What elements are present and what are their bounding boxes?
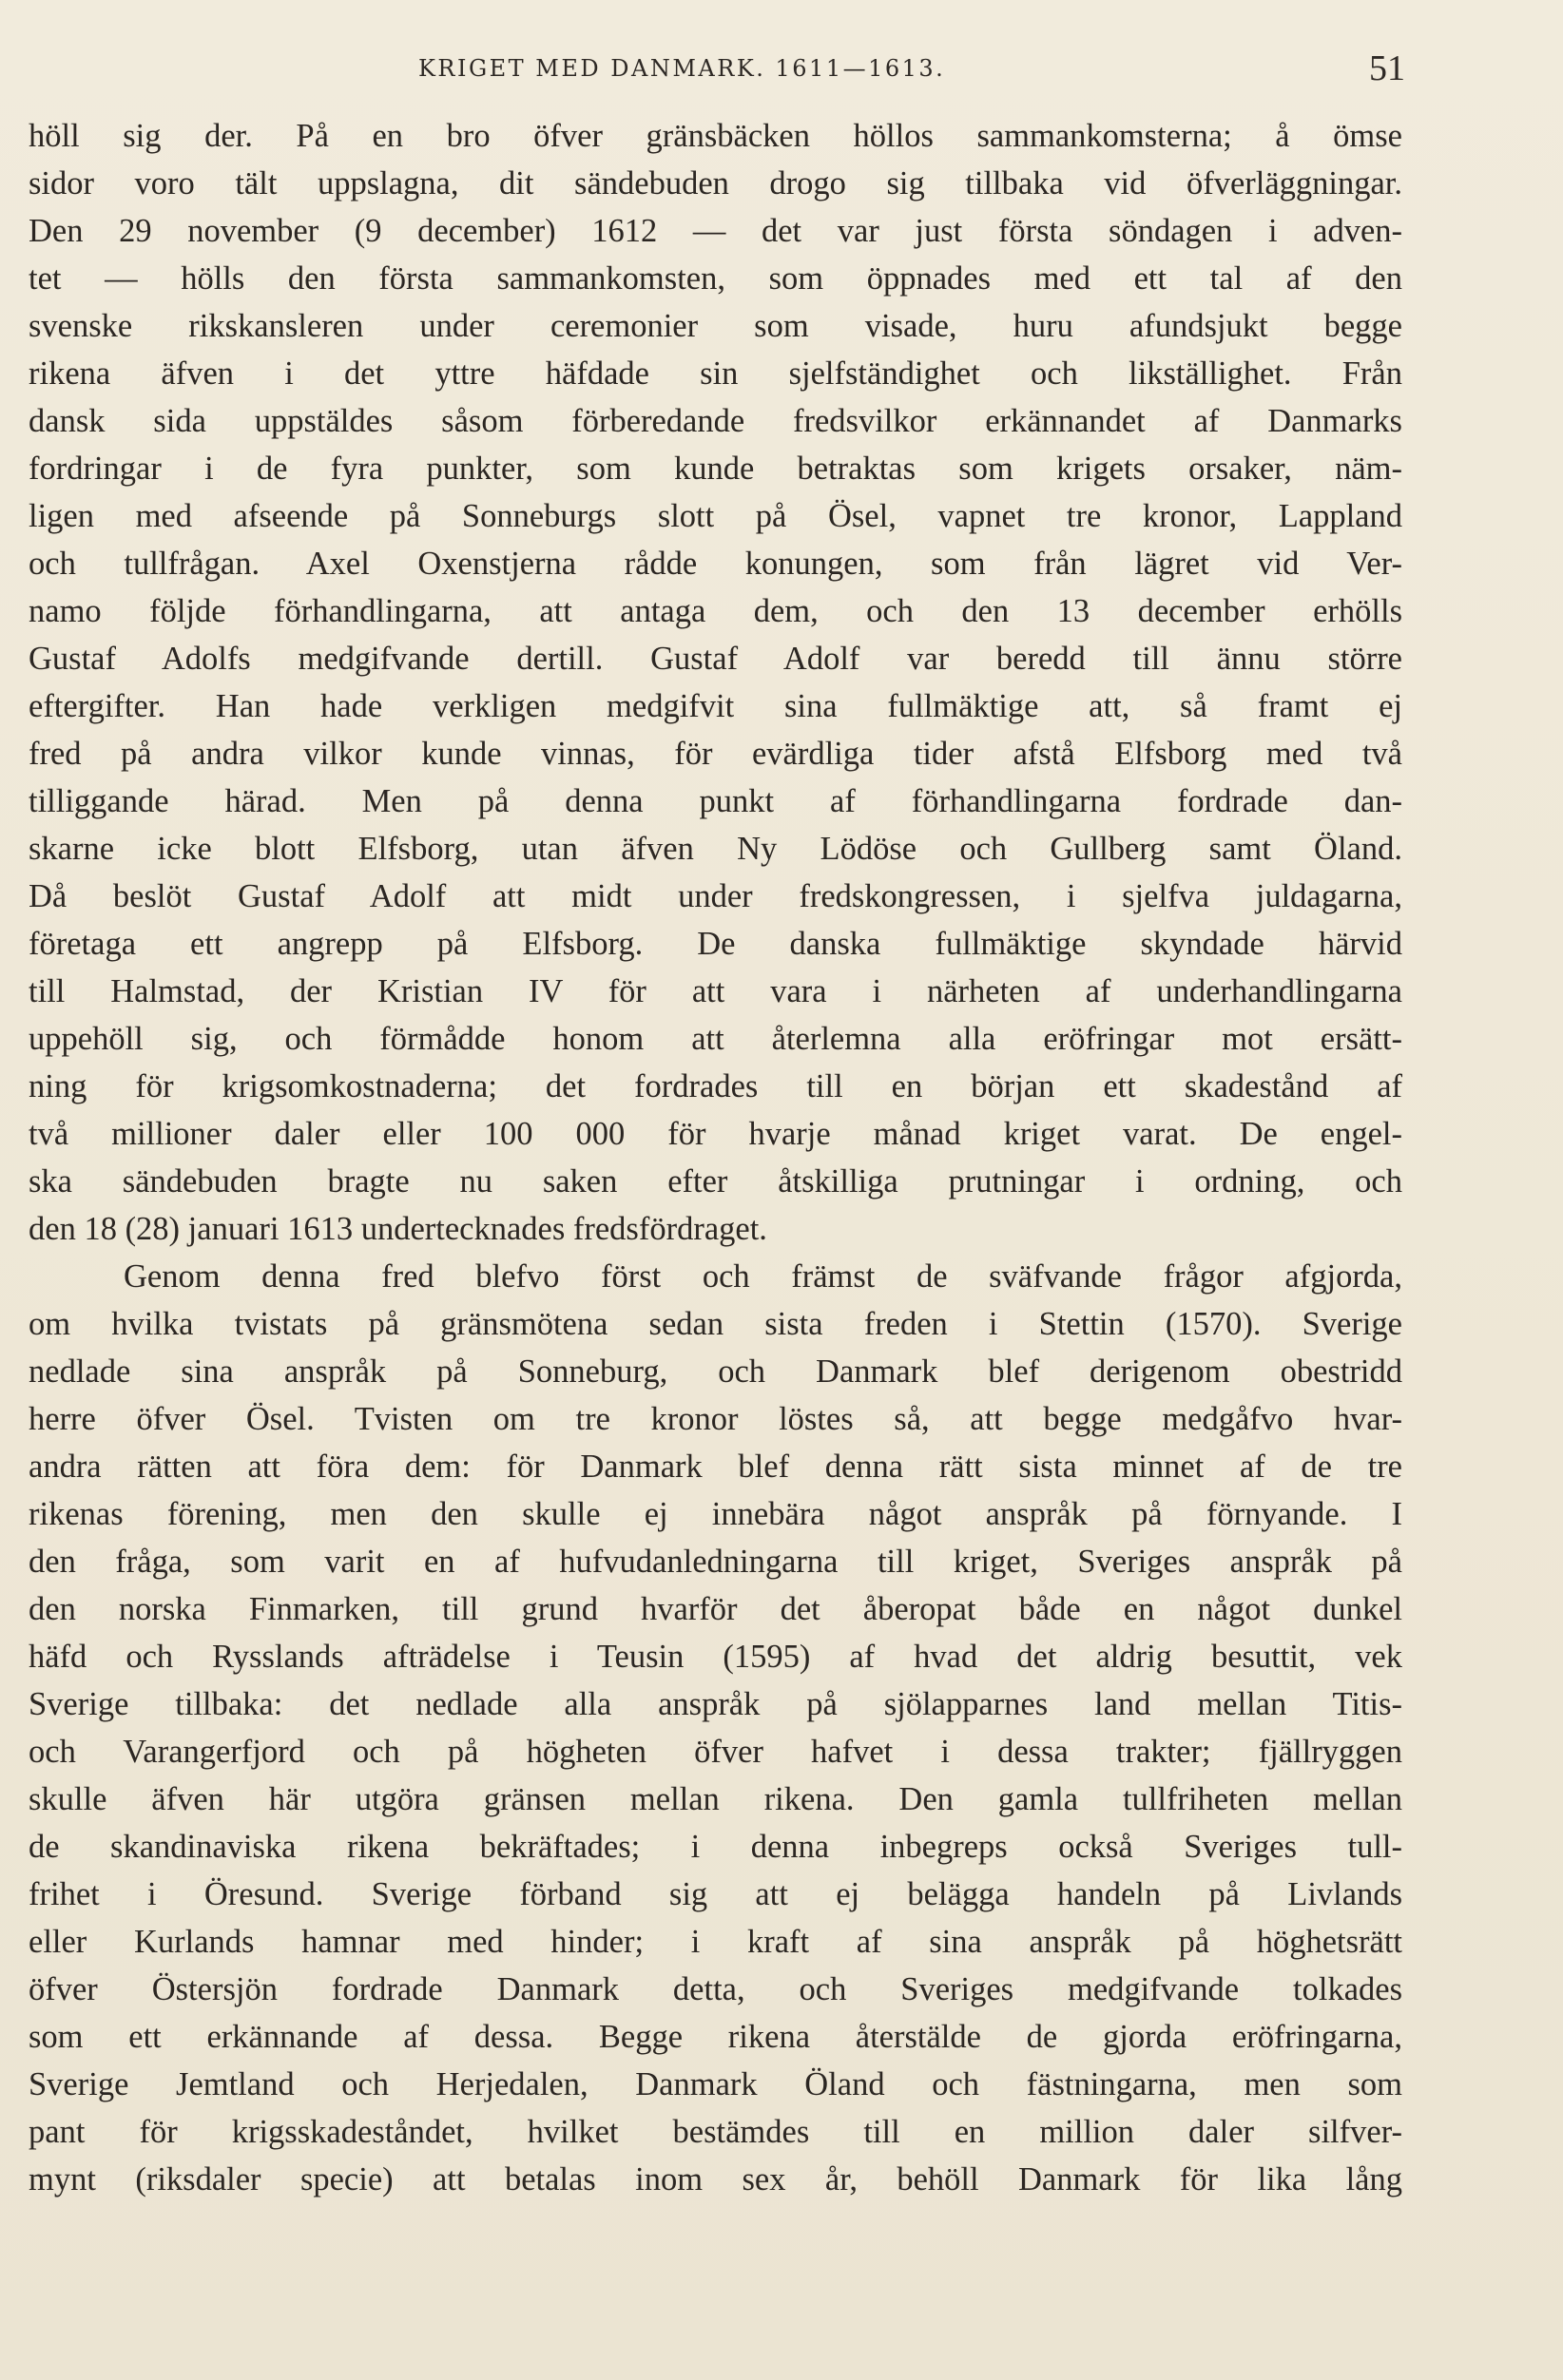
text-line: ning för krigsomkostnaderna; det fordrades till en början ett skadestånd af [29,1068,1402,1104]
text-line: öfver Östersjön fordrade Danmark detta, och Sveriges medgifvande tolkades [29,1971,1402,2007]
text-line: de skandinaviska rikena bekräftades; i denna inbegreps också Sveriges tull- [29,1829,1402,1865]
text-line: Gustaf Adolfs medgifvande dertill. Gustaf Adolf var beredd till ännu större [29,641,1402,677]
text-line: fordringar i de fyra punkter, som kunde betraktas som krigets orsaker, näm- [29,451,1402,487]
text-line: skarne icke blott Elfsborg, utan äfven Ny Lödöse och Gullberg samt Öland. [29,831,1402,867]
text-line: frihet i Öresund. Sverige förband sig att ej belägga handeln på Livlands [29,1876,1402,1912]
text-line: den norska Finmarken, till grund hvarför det åberopat både en något dunkel [29,1591,1402,1627]
text-line: tilliggande härad. Men på denna punkt af förhandlingarna fordrade dan- [29,783,1402,819]
text-line: den fråga, som varit en af hufvudanledningarna till kriget, Sveriges anspråk på [29,1544,1402,1580]
text-line: eftergifter. Han hade verkligen medgifvit sina fullmäktige att, så framt ej [29,688,1402,724]
text-line: Den 29 november (9 december) 1612 — det var just första söndagen i adven- [29,213,1402,249]
text-line: Sverige tillbaka: det nedlade alla anspråk på sjölapparnes land mellan Titis- [29,1686,1402,1722]
text-line: till Halmstad, der Kristian IV för att vara i närheten af underhandlingarna [29,973,1402,1009]
text-line: fred på andra vilkor kunde vinnas, för evärdliga tider afstå Elfsborg med två [29,736,1402,772]
text-line: häfd och Rysslands afträdelse i Teusin (1595) af hvad det aldrig besuttit, vek [29,1639,1402,1675]
page-number: 51 [1369,48,1405,88]
text-line: höll sig der. På en bro öfver gränsbäcken höllos sammankomsterna; å ömse [29,118,1402,154]
text-line: den 18 (28) januari 1613 undertecknades fredsfördraget. [29,1211,767,1247]
text-line: Sverige Jemtland och Herjedalen, Danmark Öland och fästningarna, men som [29,2066,1402,2102]
text-line: uppehöll sig, och förmådde honom att återlemna alla eröfringar mot ersätt- [29,1021,1402,1057]
text-line: mynt (riksdaler specie) att betalas inom sex år, behöll Danmark för lika lång [29,2161,1402,2198]
text-line: pant för krigsskadeståndet, hvilket bestämdes till en million daler silfver- [29,2114,1402,2150]
text-line: som ett erkännande af dessa. Begge rikena återstälde de gjorda eröfringarna, [29,2019,1402,2055]
text-line: eller Kurlands hamnar med hinder; i kraft af sina anspråk på höghetsrätt [29,1924,1402,1960]
text-line: tet — hölls den första sammankomsten, som öppnades med ett tal af den [29,260,1402,297]
text-line: Då beslöt Gustaf Adolf att midt under fredskongressen, i sjelfva juldagarna, [29,878,1402,914]
text-line: skulle äfven här utgöra gränsen mellan rikena. Den gamla tullfriheten mellan [29,1781,1402,1817]
text-line: om hvilka tvistats på gränsmötena sedan sista freden i Stettin (1570). Sverige [29,1306,1402,1342]
text-line: Genom denna fred blefvo först och främst de sväfvande frågor afgjorda, [124,1258,1402,1295]
text-line: ska sändebuden bragte nu saken efter åtskilliga prutningar i ordning, och [29,1163,1402,1200]
text-line: dansk sida uppstäldes såsom förberedande fredsvilkor erkännandet af Danmarks [29,403,1402,439]
text-line: namo följde förhandlingarna, att antaga dem, och den 13 december erhölls [29,593,1402,629]
text-line: två millioner daler eller 100 000 för hvarje månad kriget varat. De engel- [29,1116,1402,1152]
text-line: företaga ett angrepp på Elfsborg. De danska fullmäktige skyndade härvid [29,926,1402,962]
text-line: rikena äfven i det yttre häfdade sin sjelfständighet och likställighet. Från [29,355,1402,392]
body-text [29,112,1402,2203]
text-line: rikenas förening, men den skulle ej innebära något anspråk på förnyande. I [29,1496,1402,1532]
text-line: och tullfrågan. Axel Oxenstjerna rådde konungen, som från lägret vid Ver- [29,546,1402,582]
text-line: ligen med afseende på Sonneburgs slott på Ösel, vapnet tre kronor, Lappland [29,498,1402,534]
text-line: nedlade sina anspråk på Sonneburg, och Danmark blef derigenom obestridd [29,1353,1402,1390]
text-line: herre öfver Ösel. Tvisten om tre kronor löstes så, att begge medgåfvo hvar- [29,1401,1402,1437]
running-head: KRIGET MED DANMARK. 1611—1613. [418,55,946,82]
text-line: och Varangerfjord och på högheten öfver hafvet i dessa trakter; fjällryggen [29,1734,1402,1770]
text-line: svenske rikskansleren under ceremonier som visade, huru afundsjukt begge [29,308,1402,344]
text-line: andra rätten att föra dem: för Danmark blef denna rätt sista minnet af de tre [29,1449,1402,1485]
text-line: sidor voro tält uppslagna, dit sändebuden drogo sig tillbaka vid öfverläggningar. [29,165,1402,202]
